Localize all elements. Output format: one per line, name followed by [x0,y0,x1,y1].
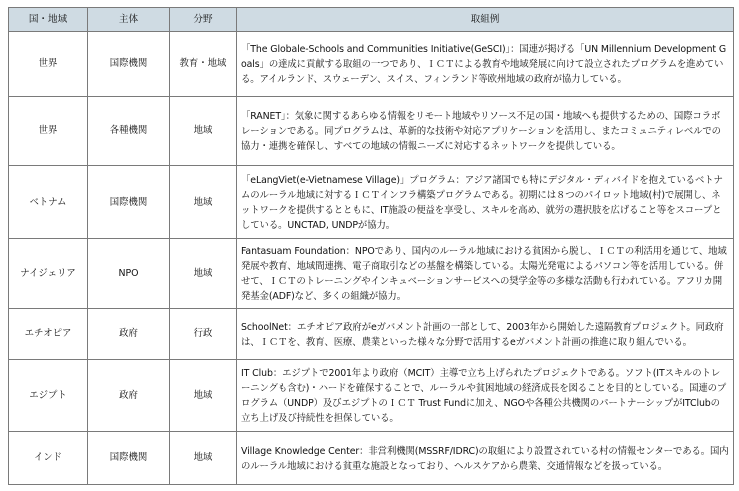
cell-example: 「RANET」：気象に関するあらゆる情報をリモート地域やリソース不足の国・地域へも提供するための、国際コラボレーションである。同プログラムは、革新的な技術や対応アプリケーションを活用し、またコミュニティレベルでの協力・連携を確保し、すべての地域の情報ニーズに対応するネットワークを提供している。 [237,96,734,166]
cell-actor: 政府 [88,359,170,431]
cell-region: インド [9,431,88,484]
cell-field: 教育・地域 [170,32,237,97]
header-examples: 取組例 [237,8,734,32]
cell-field: 地域 [170,166,237,239]
cell-example: IT Club：エジプトで2001年より政府（MCIT）主導で立ち上げられたプロジェクトである。ソフト(ITスキルのトレーニングも含む)・ハードを確保することで、ルーラルや貧困地域の経済成長を図ることを目的としている。国連のプログラム（UNDP）及びエジプトのＩＣＴ Trust Fundに加え、NGOや各種公共機関のパートナーシップがITClubの立ち上げ及び持続性を担保している。 [237,359,734,431]
cell-example: Fantasuam Foundation：NPOであり、国内のルーラル地域における貧困から脱し、ＩＣＴの利活用を通じて、地域発展や教育、地域間連携、電子商取引などの基盤を構築している。太陽光発電によるパソコン等を活用している。併せて、ＩＣＴのトレーニングやインキュベーションサービスへの奨学金等の多様な活動も行われている。アフリカ開発基金(ADF)など、多くの組織が協力。 [237,239,734,309]
table-row [9,239,734,309]
table-row [9,96,734,166]
cell-region: 世界 [9,96,88,166]
cell-region: ナイジェリア [9,239,88,309]
table-row [9,308,734,359]
table-row [9,359,734,431]
cell-example: Village Knowledge Center：非営利機関(MSSRF/IDRC)の取組により設置されている村の情報センターである。国内のルーラル地域における貧重な施設となっており、ヘルスケアから農業、交通情報などを扱っている。 [237,431,734,484]
cell-region: エジプト [9,359,88,431]
header-field: 分野 [170,8,237,32]
cell-field: 地域 [170,359,237,431]
cell-example: 「The Globale-Schools and Communities Initiative(GeSCI)」：国連が掲げる「UN Millennium Development Goals」の達成に貢献する取組の一つであり、ＩＣＴによる教育や地域発展に向けて設立されたプログラムを進めている。アイルランド、スウェーデン、スイス、フィンランド等欧州地域の政府が協力している。 [237,32,734,97]
cell-example: SchoolNet：エチオピア政府がeガバメント計画の一部として、2003年から開始した遠隔教育プロジェクト。同政府は、ＩＣＴを、教育、医療、農業といった様々な分野で活用するeガバメント計画の推進に取り組んでいる。 [237,308,734,359]
cell-actor: 各種機関 [88,96,170,166]
examples-table [8,7,734,485]
table-row [9,166,734,239]
table-row [9,431,734,484]
cell-actor: NPO [88,239,170,309]
cell-field: 行政 [170,308,237,359]
cell-field: 地域 [170,239,237,309]
cell-field: 地域 [170,96,237,166]
cell-region: エチオピア [9,308,88,359]
cell-region: ベトナム [9,166,88,239]
table-row [9,32,734,97]
cell-actor: 政府 [88,308,170,359]
cell-actor: 国際機関 [88,431,170,484]
cell-example: 「eLangViet(e-Vietnamese Village)」プログラム：アジア諸国でも特にデジタル・ディバイドを抱えているベトナムのルーラル地域に対するＩＣＴインフラ構築プログラムである。初期には８つのパイロット地域(村)で展開し、ネットワークを提供するとともに、IT施設の便益を享受し、スキルを高め、就労の選択肢を広げること等をスコープとしている。UNCTAD, UNDPが協力。 [237,166,734,239]
header-actor: 主体 [88,8,170,32]
header-row [9,8,734,32]
cell-actor: 国際機関 [88,32,170,97]
header-region: 国・地域 [9,8,88,32]
cell-actor: 国際機関 [88,166,170,239]
cell-region: 世界 [9,32,88,97]
cell-field: 地域 [170,431,237,484]
